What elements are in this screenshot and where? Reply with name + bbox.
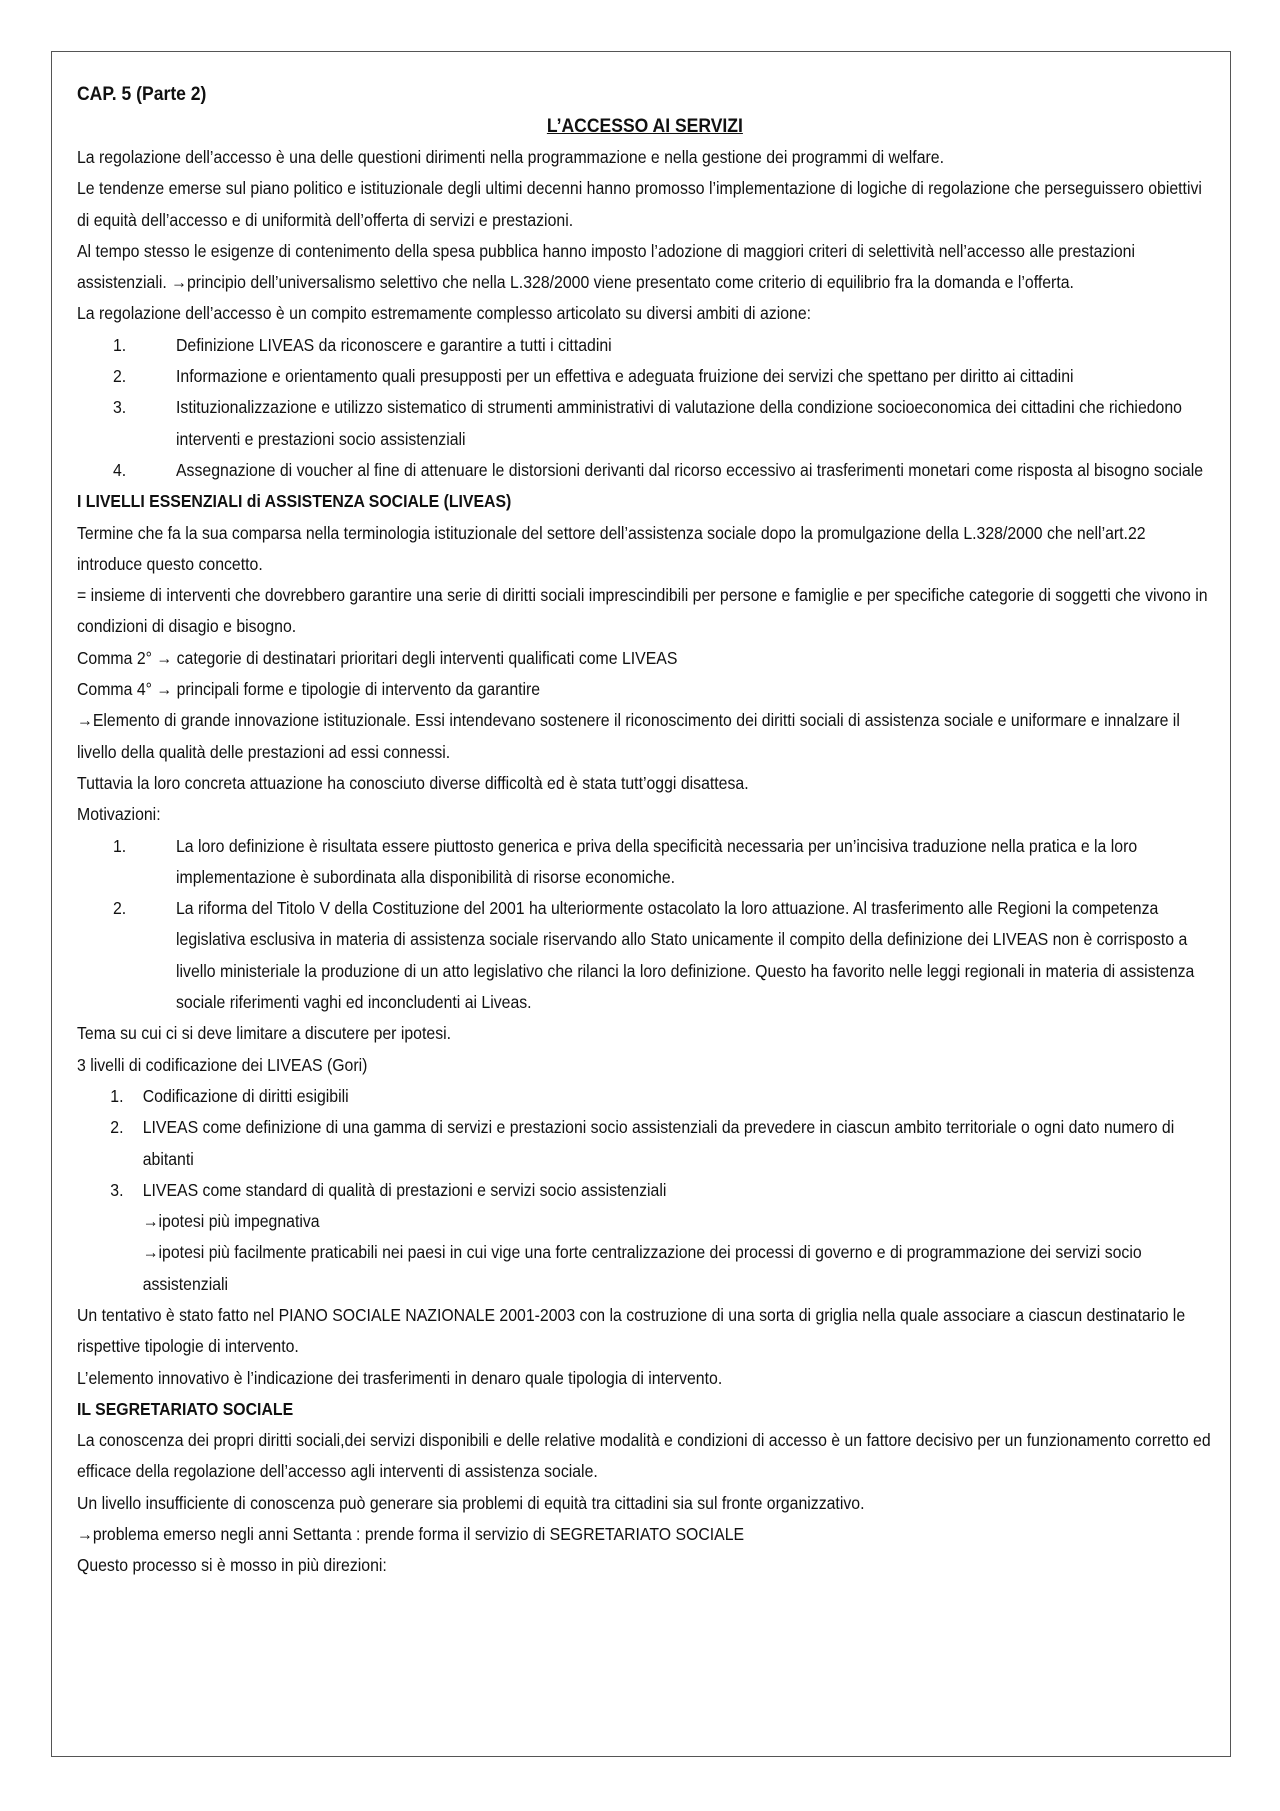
list-text: Informazione e orientamento quali presupposti per un effettiva e adeguata fruizione dei servizi che spettano per diritto ai cittadini bbox=[176, 366, 1074, 387]
paragraph: = insieme di interventi che dovrebbero garantire una serie di diritti sociali imprescindibili per persone e famiglie e per specifiche categorie di soggetti che vivono in condizioni di disagio e bisogno. bbox=[77, 585, 1208, 637]
sub-note: →ipotesi più impegnativa bbox=[142, 1211, 320, 1232]
list-text: LIVEAS come standard di qualità di prestazioni e servizi socio assistenziali bbox=[142, 1179, 667, 1200]
list-item bbox=[77, 1081, 1213, 1112]
paragraph: →Elemento di grande innovazione istituzionale. Essi intendevano sostenere il riconoscimento dei diritti sociali di assistenza sociale e uniformare e innalzare il livello della qualità delle prestazioni ad essi connessi. bbox=[77, 710, 1180, 762]
list-text: Definizione LIVEAS da riconoscere e garantire a tutti i cittadini bbox=[176, 334, 612, 355]
paragraph: La regolazione dell’accesso è una delle questioni dirimenti nella programmazione e nella gestione dei programmi di welfare. bbox=[77, 147, 944, 167]
list-number: 1. bbox=[113, 835, 127, 856]
document-body bbox=[77, 78, 1213, 1582]
list-number: 1. bbox=[113, 334, 127, 355]
list-number: 1. bbox=[110, 1085, 124, 1106]
list-item bbox=[77, 1112, 1213, 1175]
list-item bbox=[77, 1175, 1213, 1206]
list-number: 3. bbox=[113, 397, 127, 418]
paragraph: Comma 4° → principali forme e tipologie di intervento da garantire bbox=[77, 679, 541, 700]
list-text: Assegnazione di voucher al fine di attenuare le distorsioni derivanti dal ricorso eccessivo ai trasferimenti monetari come risposta al bisogno sociale bbox=[176, 459, 1204, 480]
chapter-label: CAP. 5 (Parte 2) bbox=[77, 83, 207, 105]
paragraph: →problema emerso negli anni Settanta : prende forma il servizio di SEGRETARIATO SOCIALE bbox=[77, 1524, 745, 1545]
paragraph: Al tempo stesso le esigenze di contenimento della spesa pubblica hanno imposto l’adozione di maggiori criteri di selettività nell’accesso alle prestazioni assistenziali. →principio dell’universalismo selettivo che nella L.328/2000 viene presentato come criterio di equilibrio fra la domanda e l’offerta. bbox=[77, 240, 1135, 293]
paragraph: Termine che fa la sua comparsa nella terminologia istituzionale del settore dell’assistenza sociale dopo la promulgazione della L.328/2000 che nell’art.22 introduce questo concetto. bbox=[77, 522, 1146, 574]
list-item bbox=[77, 455, 1213, 486]
paragraph: Tuttavia la loro concreta attuazione ha conosciuto diverse difficoltà ed è stata tutt’oggi disattesa. bbox=[77, 772, 749, 793]
page-title: L’ACCESSO AI SERVIZI bbox=[546, 115, 743, 137]
list-text: La loro definizione è risultata essere piuttosto generica e priva della specificità necessaria per un’incisiva traduzione nella pratica e la loro implementazione è subordinata alla disponibilità di risorse economiche. bbox=[176, 835, 1138, 887]
paragraph: Questo processo si è mosso in più direzioni: bbox=[77, 1555, 387, 1576]
section-heading-segretariato: IL SEGRETARIATO SOCIALE bbox=[77, 1398, 294, 1419]
paragraph: Le tendenze emerse sul piano politico e istituzionale degli ultimi decenni hanno promosso l’implementazione di logiche di regolazione che perseguissero obiettivi di equità dell’accesso e di uniformità dell’offerta di servizi e prestazioni. bbox=[77, 178, 1202, 230]
list-item bbox=[77, 330, 1213, 361]
list-number: 3. bbox=[110, 1179, 124, 1200]
paragraph: Un livello insufficiente di conoscenza può generare sia problemi di equità tra cittadini sia sul fronte organizzativo. bbox=[77, 1492, 865, 1513]
ambiti-list bbox=[77, 330, 1213, 486]
list-text: LIVEAS come definizione di una gamma di servizi e prestazioni socio assistenziali da prevedere in ciascun ambito territoriale o ogni dato numero di abitanti bbox=[142, 1117, 1175, 1169]
paragraph: 3 livelli di codificazione dei LIVEAS (Gori) bbox=[77, 1054, 368, 1075]
paragraph: Un tentativo è stato fatto nel PIANO SOCIALE NAZIONALE 2001-2003 con la costruzione di una sorta di griglia nella quale associare a ciascun destinatario le rispettive tipologie di intervento. bbox=[77, 1304, 1186, 1357]
paragraph: Comma 2° → categorie di destinatari prioritari degli interventi qualificati come LIVEAS bbox=[77, 647, 678, 668]
livelli-list bbox=[77, 1081, 1213, 1206]
list-number: 2. bbox=[113, 898, 127, 919]
list-text: Codificazione di diritti esigibili bbox=[142, 1085, 349, 1106]
list-number: 2. bbox=[113, 366, 127, 387]
motivazioni-list bbox=[77, 831, 1213, 1019]
list-text: La riforma del Titolo V della Costituzione del 2001 ha ulteriormente ostacolato la loro attuazione. Al trasferimento alle Regioni la competenza legislativa esclusiva in materia di assistenza sociale riservando allo Stato unicamente il compito della definizione dei LIVEAS non è corrisposto a livello ministeriale la produzione di un atto legislativo che rilanci la loro definizione. Questo ha favorito nelle leggi regionali in materia di assistenza sociale riferimenti vaghi ed inconcludenti ai Liveas. bbox=[176, 898, 1195, 1013]
list-number: 2. bbox=[110, 1117, 124, 1138]
list-item bbox=[77, 831, 1213, 894]
paragraph: Tema su cui ci si deve limitare a discutere per ipotesi. bbox=[77, 1023, 452, 1044]
list-number: 4. bbox=[113, 459, 127, 480]
paragraph: L’elemento innovativo è l’indicazione dei trasferimenti in denaro quale tipologia di intervento. bbox=[77, 1367, 723, 1388]
list-item bbox=[77, 392, 1213, 455]
paragraph: La conoscenza dei propri diritti sociali,dei servizi disponibili e delle relative modalità e condizioni di accesso è un fattore decisivo per un funzionamento corretto ed efficace della regolazione dell’accesso agli interventi di assistenza sociale. bbox=[77, 1430, 1211, 1482]
list-item bbox=[77, 893, 1213, 1018]
list-item bbox=[77, 361, 1213, 392]
sub-note: →ipotesi più facilmente praticabili nei paesi in cui vige una forte centralizzazione dei processi di governo e di programmazione dei servizi socio assistenziali bbox=[142, 1242, 1142, 1294]
paragraph: La regolazione dell’accesso è un compito estremamente complesso articolato su diversi ambiti di azione: bbox=[77, 303, 812, 324]
section-heading-liveas: I LIVELLI ESSENZIALI di ASSISTENZA SOCIALE (LIVEAS) bbox=[77, 491, 512, 512]
paragraph: Motivazioni: bbox=[77, 804, 161, 825]
list-text: Istituzionalizzazione e utilizzo sistematico di strumenti amministrativi di valutazione della condizione socioeconomica dei cittadini che richiedono interventi e prestazioni socio assistenziali bbox=[176, 397, 1182, 449]
